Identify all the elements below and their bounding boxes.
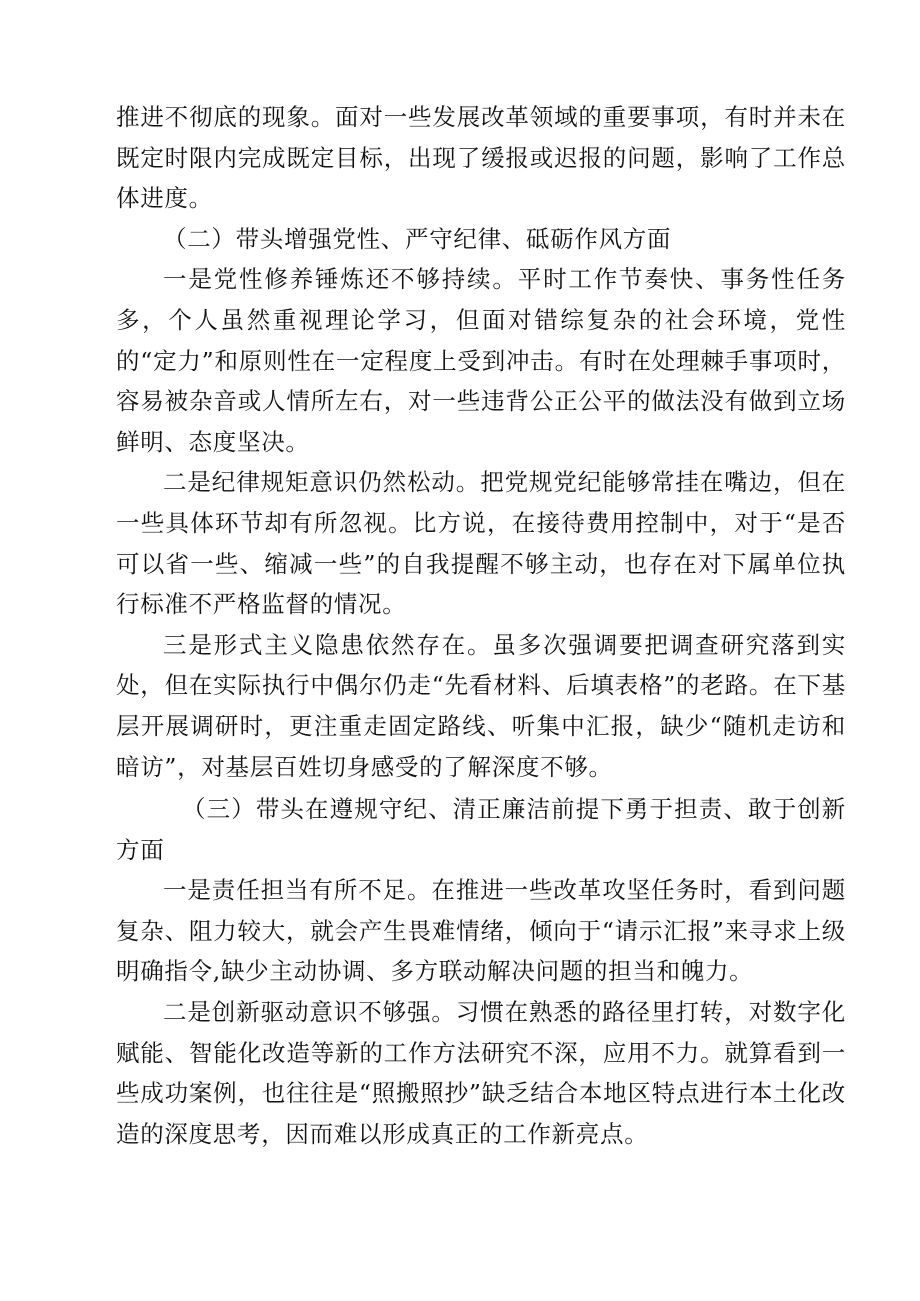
paragraph-continuation: 推进不彻底的现象。面对一些发展改革领域的重要事项，有时并未在既定时限内完成既定目标，出现了缓报或迟报的问题，影响了工作总体进度。 <box>116 103 846 213</box>
section-heading-2: （二）带头增强党性、严守纪律、砥砺作风方面 <box>163 224 672 253</box>
paragraph-discipline: 二是纪律规矩意识仍然松动。把党规党纪能够常挂在嘴边，但在一些具体环节却有所忽视。比方说，在接待费用控制中，对于“是否可以省一些、缩减一些”的自我提醒不够主动，也存在对下属单位执行标准不严格监督的情况。 <box>116 468 846 619</box>
paragraph-formalism: 三是形式主义隐患依然存在。虽多次强调要把调查研究落到实处，但在实际执行中偶尔仍走“先看材料、后填表格”的老路。在下基层开展调研时，更注重走固定路线、听集中汇报，缺少“随机走访和暗访”，对基层百姓切身感受的了解深度不够。 <box>116 630 846 781</box>
section-heading-3: （三）带头在遵规守纪、清正廉洁前提下勇于担责、敢于创新方面 <box>116 795 846 864</box>
paragraph-innovation: 二是创新驱动意识不够强。习惯在熟悉的路径里打转，对数字化赋能、智能化改造等新的工作方法研究不深，应用不力。就算看到一些成功案例，也往往是“照搬照抄”缺乏结合本地区特点进行本土化改造的深度思考，因而难以形成真正的工作新亮点。 <box>116 998 846 1148</box>
paragraph-party-spirit: 一是党性修养锤炼还不够持续。平时工作节奏快、事务性任务多，个人虽然重视理论学习，但面对错综复杂的社会环境，党性的“定力”和原则性在一定程度上受到冲击。有时在处理棘手事项时，容易被杂音或人情所左右，对一些违背公正公平的做法没有做到立场鲜明、态度坚决。 <box>116 265 846 456</box>
document-body <box>116 97 846 1154</box>
paragraph-responsibility: 一是责任担当有所不足。在推进一些改革攻坚任务时，看到问题复杂、阻力较大，就会产生畏难情绪，倾向于“请示汇报”来寻求上级明确指令,缺少主动协调、多方联动解决问题的担当和魄力。 <box>116 876 846 986</box>
